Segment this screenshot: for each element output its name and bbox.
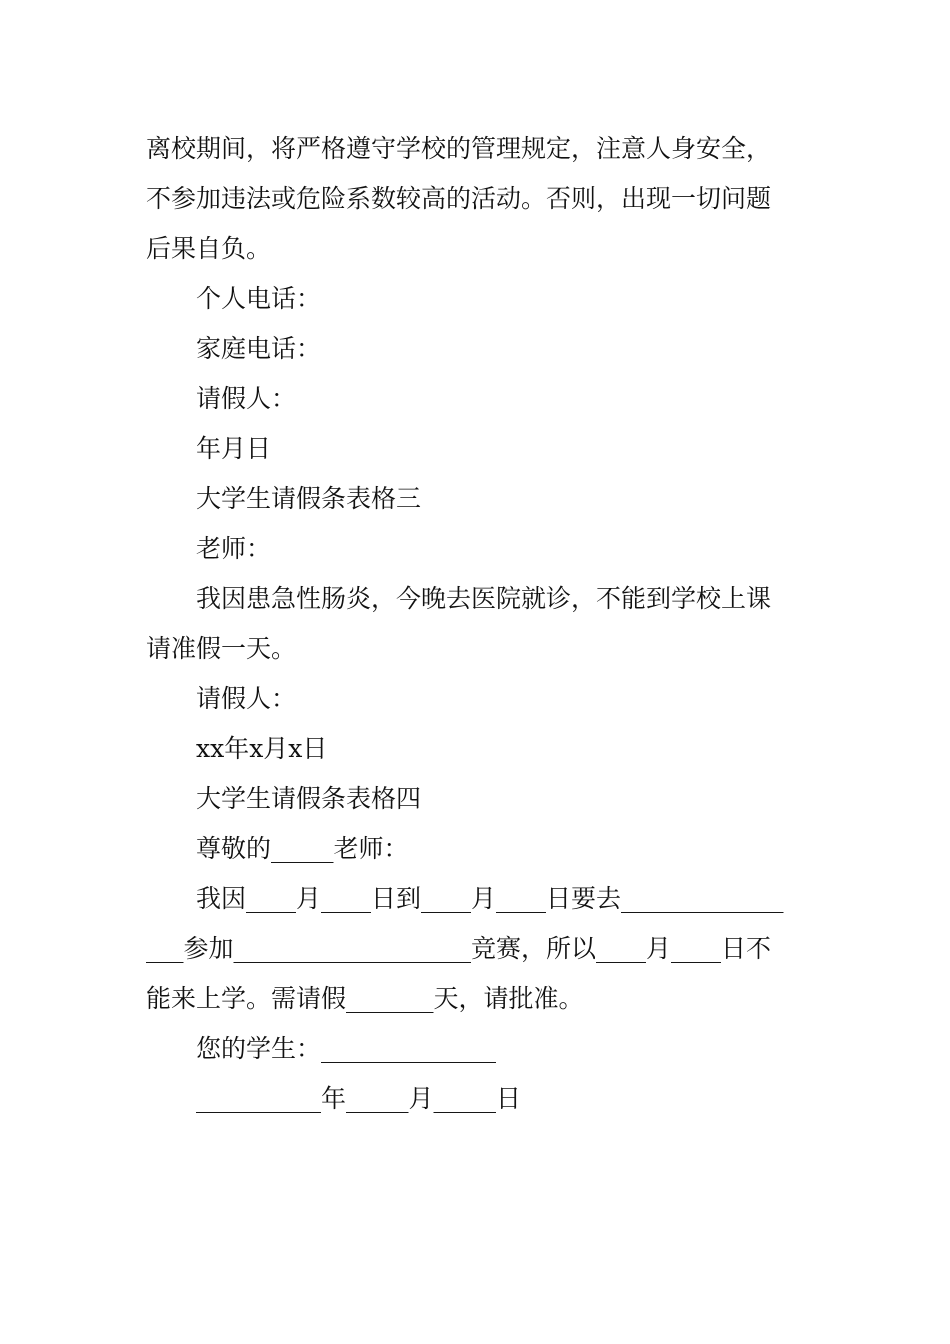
- body-text-line: 不参加违法或危险系数较高的活动。否则，出现一切问题: [146, 184, 772, 213]
- salutation: 老师：: [196, 534, 272, 563]
- applicant-label: 请假人：: [196, 684, 297, 713]
- applicant-label: 请假人：: [196, 384, 297, 413]
- body-text-line: 请准假一天。: [146, 634, 297, 663]
- salutation: 尊敬的_____老师：: [196, 834, 409, 863]
- personal-phone-label: 个人电话：: [196, 284, 322, 313]
- section-heading: 大学生请假条表格四: [196, 784, 422, 813]
- body-text-line: ___参加___________________竞赛，所以____月____日不: [146, 934, 772, 963]
- date-line: __________年_____月_____日: [196, 1084, 522, 1113]
- body-text-line: 能来上学。需请假_______天，请批准。: [146, 984, 584, 1013]
- body-text-line: 我因患急性肠炎，今晚去医院就诊，不能到学校上课: [196, 584, 772, 613]
- body-text-line: 离校期间，将严格遵守学校的管理规定，注意人身安全，: [146, 134, 772, 163]
- student-signature-line: 您的学生：______________: [196, 1034, 497, 1063]
- section-heading: 大学生请假条表格三: [196, 484, 422, 513]
- body-text-line: 我因____月____日到____月____日要去_____________: [196, 884, 784, 913]
- date-line: 年月日: [196, 434, 272, 463]
- body-text-line: 后果自负。: [146, 234, 272, 263]
- date-line: xx年x月x日: [196, 734, 328, 763]
- home-phone-label: 家庭电话：: [196, 334, 322, 363]
